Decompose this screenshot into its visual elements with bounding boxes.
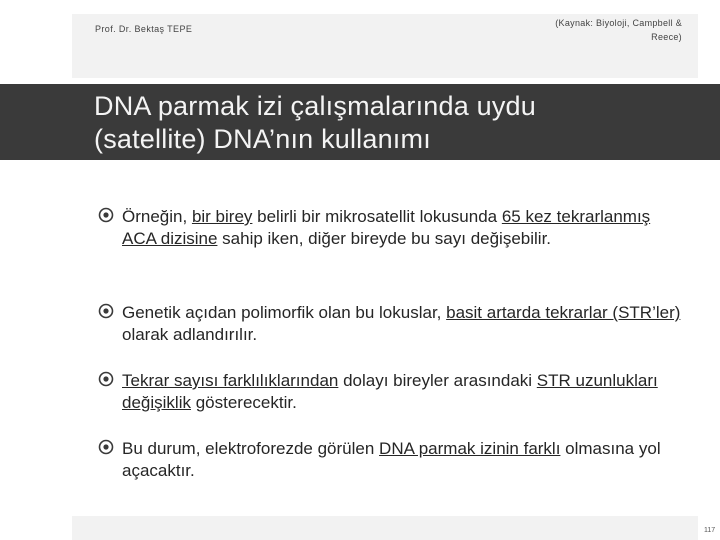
bullet-text xyxy=(122,370,688,414)
underlined-term: bir birey xyxy=(191,207,253,226)
underlined-term: 65 kez tekrarlanmış ACA dizisine xyxy=(122,207,651,248)
bullet-item xyxy=(98,370,688,414)
bullet-text-segment: olmasına yol açacaktır. xyxy=(122,439,661,480)
underlined-term: DNA parmak izinin farklı xyxy=(379,439,561,458)
bullet-text-segment: sahip iken, diğer bireyde bu sayı değişebilir. xyxy=(217,229,552,248)
target-circle-icon xyxy=(98,439,114,455)
source-line-1: (Kaynak: Biyoloji, Campbell & xyxy=(555,18,682,28)
bullet-text-segment: dolayı bireyler arasındaki xyxy=(338,371,537,390)
underlined-term: Tekrar sayısı farklılıklarından xyxy=(122,371,339,390)
footer-panel xyxy=(72,516,698,540)
bullet-text-segment: Bu durum, elektroforezde görülen xyxy=(122,439,380,458)
bullet-text xyxy=(122,206,688,250)
bullet-text-segment: gösterecektir. xyxy=(190,393,297,412)
bullet-text xyxy=(122,438,688,482)
slide-title xyxy=(94,90,694,156)
underlined-term: basit artarda tekrarlar (STR’ler) xyxy=(446,303,681,322)
source-line-2: Reece) xyxy=(651,32,682,42)
author-label: Prof. Dr. Bektaş TEPE xyxy=(95,24,193,34)
bullet-text-segment: Örneğin, xyxy=(122,207,192,226)
bullet-text-segment: olarak adlandırılır. xyxy=(122,325,258,344)
source-citation xyxy=(520,16,682,44)
target-circle-icon xyxy=(98,207,114,223)
target-circle-icon xyxy=(98,371,114,387)
bullet-item xyxy=(98,302,688,346)
title-line-2: (satellite) DNA’nın kullanımı xyxy=(94,124,431,154)
target-circle-icon xyxy=(98,303,114,319)
bullet-item xyxy=(98,438,688,482)
title-line-1: DNA parmak izi çalışmalarında uydu xyxy=(94,91,536,121)
bullet-text-segment: Genetik açıdan polimorfik olan bu lokuslar, xyxy=(122,303,447,322)
bullet-text xyxy=(122,302,688,346)
bullet-item xyxy=(98,206,688,250)
underlined-term: STR uzunlukları değişiklik xyxy=(122,371,658,412)
page-number: 117 xyxy=(704,527,716,534)
bullet-text-segment: belirli bir mikrosatellit lokusunda xyxy=(252,207,502,226)
